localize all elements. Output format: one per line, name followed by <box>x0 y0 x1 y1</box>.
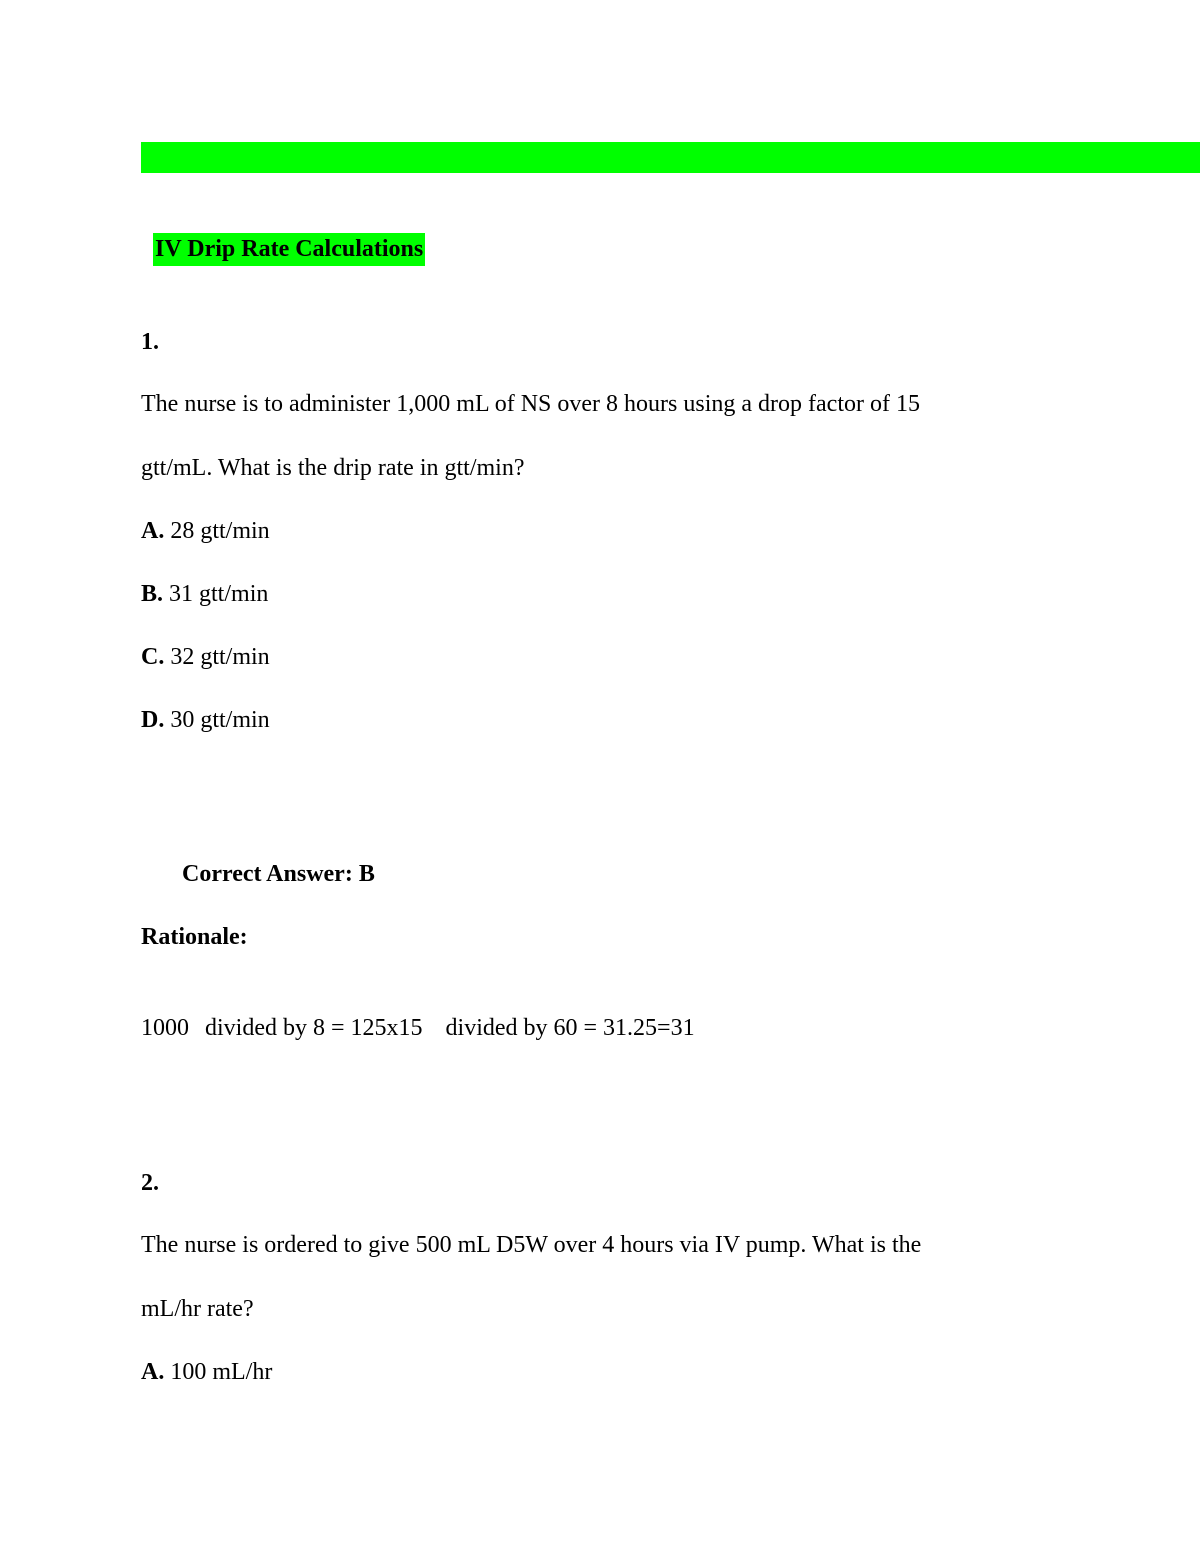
option-letter: A. <box>141 1359 165 1385</box>
answer-option-b <box>141 579 268 609</box>
correct-answer: Correct Answer: B <box>182 861 375 887</box>
question-number: 1. <box>141 329 159 355</box>
option-text: 31 gtt/min <box>163 581 269 607</box>
option-letter: B. <box>141 581 164 607</box>
option-text: 28 gtt/min <box>164 518 270 544</box>
question-text-line: gtt/mL. What is the drip rate in gtt/min? <box>141 455 525 481</box>
option-letter: C. <box>141 644 165 670</box>
rationale-calculation <box>141 1013 695 1043</box>
option-text: 100 mL/hr <box>164 1359 273 1385</box>
answer-option-d <box>141 705 270 735</box>
option-letter: D. <box>141 707 165 733</box>
option-text: 30 gtt/min <box>164 707 270 733</box>
rationale-label: Rationale: <box>141 924 248 950</box>
question-number: 2. <box>141 1170 159 1196</box>
option-text: 32 gtt/min <box>164 644 270 670</box>
header-highlight-bar <box>141 142 1200 173</box>
question-text-line: The nurse is ordered to give 500 mL D5W over 4 hours via IV pump. What is the <box>141 1232 922 1258</box>
answer-option-c <box>141 642 270 672</box>
calc-segment: divided by 8 = 125x15 <box>205 1015 423 1041</box>
question-text-line: The nurse is to administer 1,000 mL of NS over 8 hours using a drop factor of 15 <box>141 391 920 417</box>
calc-segment: divided by 60 = 31.25=31 <box>445 1015 695 1041</box>
calc-segment: 1000 <box>141 1015 189 1041</box>
option-letter: A. <box>141 518 165 544</box>
page-title: IV Drip Rate Calculations <box>153 233 425 266</box>
answer-option-a <box>141 516 270 546</box>
question-text-line: mL/hr rate? <box>141 1296 254 1322</box>
answer-option-a <box>141 1357 272 1387</box>
